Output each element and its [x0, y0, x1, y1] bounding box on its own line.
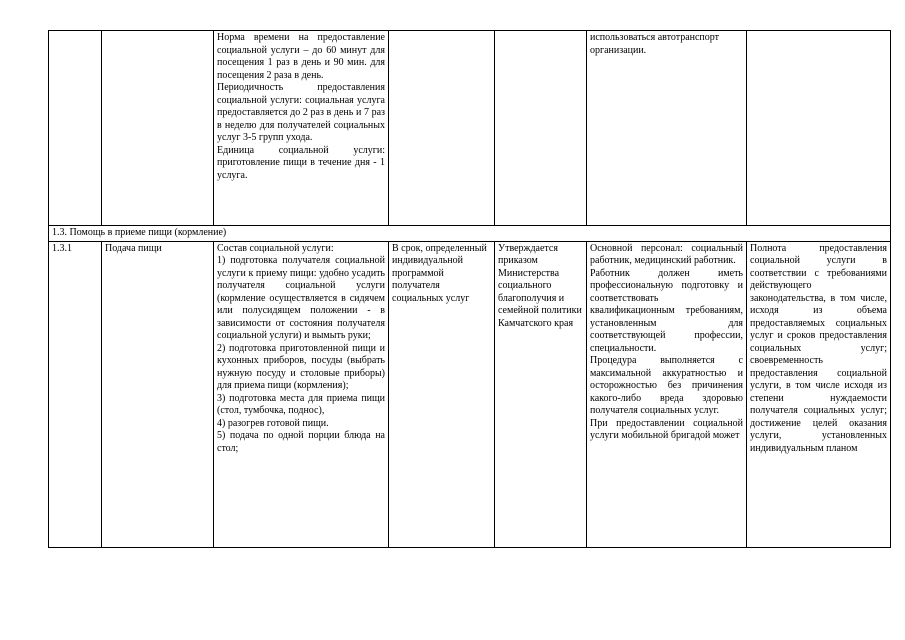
norm-time-text: Норма времени на предоставление социальной услуги – до 60 минут для посещения 1 раз в день и 90 мин. для посещения 2 раза в день.	[217, 32, 385, 81]
cell-quality-empty	[747, 31, 891, 226]
conditions-qualification: Работник должен иметь профессиональную подготовку и соответствовать квалификационным требованиям, установленным для соответствующей профессии, специальности.	[590, 267, 743, 354]
table-row-continuation	[49, 31, 891, 226]
composition-step-4: 4) разогрев готовой пищи.	[217, 417, 329, 429]
composition-step-3: 3) подготовка места для приема пищи (стол, тумбочка, поднос),	[217, 392, 385, 416]
cell-number-empty	[49, 31, 102, 226]
conditions-procedure: Процедура выполняется с максимальной аккуратностью и осторожностью без причинения какого-либо вреда здоровью получателя социальных услуг.	[590, 355, 743, 416]
composition-step-2: 2) подготовка приготовленной пищи и кухонных приборов, посуды (выбрать нужную посуду и столовые приборы) для приема пищи (кормления);	[217, 342, 385, 391]
services-table	[48, 30, 891, 548]
cell-norms	[214, 31, 389, 226]
service-composition	[214, 241, 389, 547]
cell-conditions-cont	[587, 31, 747, 226]
service-conditions	[587, 241, 747, 547]
service-term: В срок, определенный индивидуальной программой получателя социальных услуг	[389, 241, 495, 547]
composition-step-5: 5) подача по одной порции блюда на стол;	[217, 430, 385, 454]
service-unit-text: Единица социальной услуги: приготовление пищи в течение дня - 1 услуга.	[217, 144, 385, 181]
conditions-mobile-team: При предоставлении социальной услуги мобильной бригадой может	[590, 417, 743, 441]
composition-heading: Состав социальной услуги:	[217, 242, 334, 254]
service-name: Подача пищи	[102, 241, 214, 547]
service-number: 1.3.1	[49, 241, 102, 547]
section-row	[49, 226, 891, 242]
periodicity-text: Периодичность предоставления социальной услуги: социальная услуга предоставляется до 2 раз в день и 7 раз в неделю для получателей социальных услуг 3-5 групп ухода.	[217, 82, 385, 143]
conditions-cont-text: использоваться автотранспорт организации.	[590, 32, 720, 56]
composition-step-1: 1) подготовка получателя социальной услуги к приему пищи: удобно усадить получателя социальной услуги (кормление осуществляется в сидячем или полусидящем положении - в зависимости от состояния получателя социальной услуги) и вымыть руки;	[217, 255, 385, 341]
service-quality: Полнота предоставления социальной услуги в соответствии с требованиями действующего законодательства, в том числе, исходя из объема предоставляемых социальных услуг и сроков предоставления социальных услуг; своевременность предоставления социальной услуги, в том числе исходя из степени нуждаемости получателя социальных услуг; достижение целей оказания услуги, установленных индивидуальным планом	[747, 241, 891, 547]
section-title: 1.3. Помощь в приеме пищи (кормление)	[49, 226, 891, 242]
cell-term-empty	[389, 31, 495, 226]
cell-tariff-empty	[495, 31, 587, 226]
table-row-1-3-1	[49, 241, 891, 547]
conditions-staff: Основной персонал: социальный работник, медицинский работник.	[590, 242, 743, 266]
cell-name-empty	[102, 31, 214, 226]
service-tariff: Утверждается приказом Министерства социального благополучия и семейной политики Камчатского края	[495, 241, 587, 547]
